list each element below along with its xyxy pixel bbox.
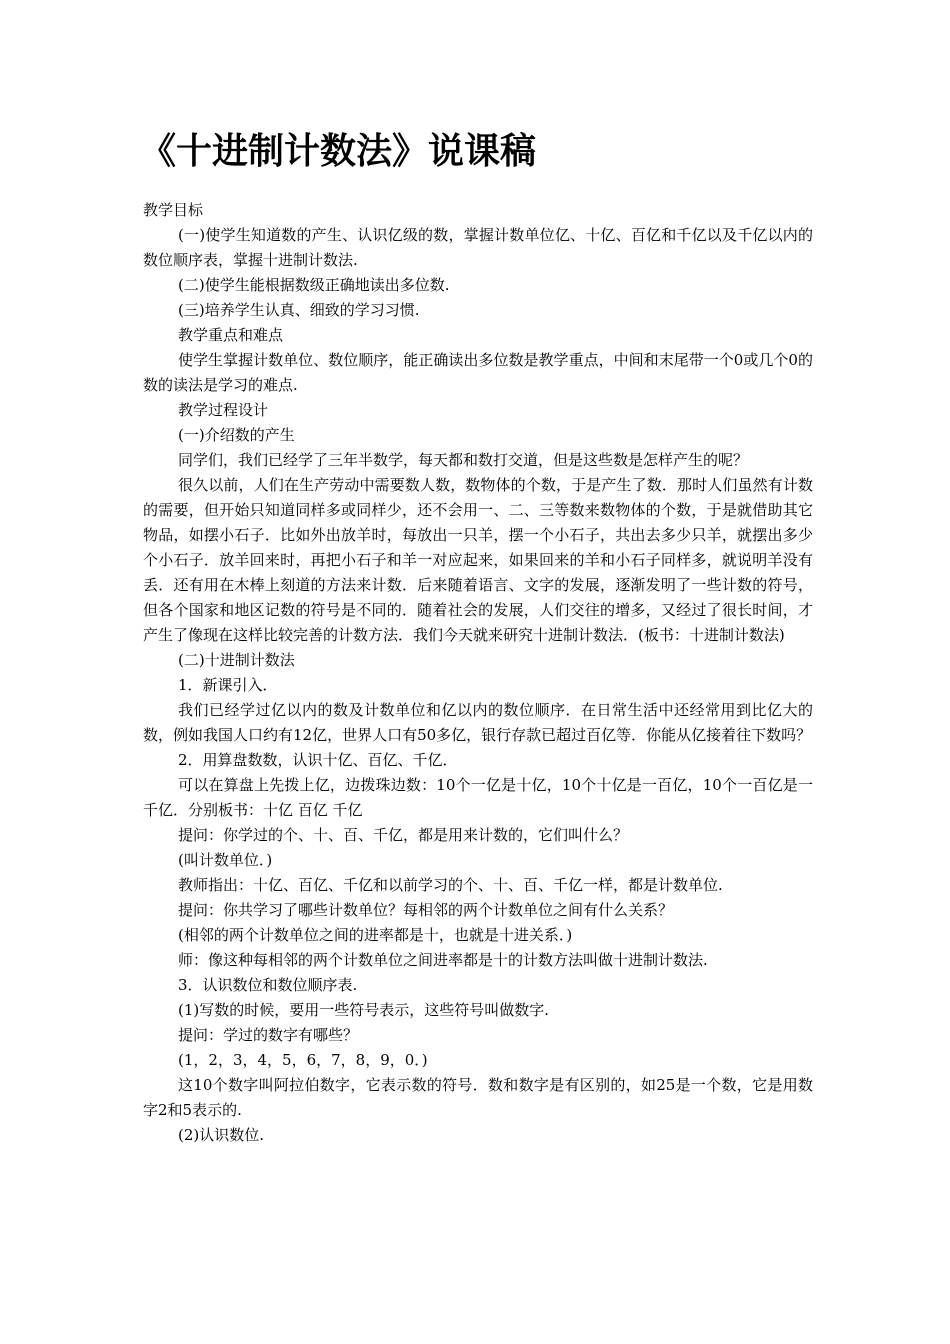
paragraph: 教学目标 [143,201,204,219]
paragraph: 我们已经学过亿以内的数及计数单位和亿以内的数位顺序．在日常生活中还经常用到比亿大的数，例如我国人口约有12亿，世界人口有50多亿，银行存款已超过百亿等．你能从亿接着往下数吗？ [143,701,813,744]
paragraph: 提问：你共学习了哪些计数单位？每相邻的两个计数单位之间有什么关系？ [178,901,674,919]
paragraph: 这10个数字叫阿拉伯数字，它表示数的符号．数和数字是有区别的，如25是一个数，它是用数字2和5表示的. [143,1076,813,1119]
paragraph: (叫计数单位．) [178,851,273,869]
document-body [143,198,813,1148]
paragraph: 师：像这种每相邻的两个计数单位之间进率都是十的计数方法叫做十进制计数法. [178,951,708,969]
paragraph: 提问：你学过的个、十、百、千亿，都是用来计数的，它们叫什么？ [178,826,629,844]
paragraph: 提问：学过的数字有哪些？ [178,1026,359,1044]
paragraph: (1)写数的时候，要用一些符号表示，这些符号叫做数字. [178,1001,550,1019]
paragraph: (一)介绍数的产生 [178,426,295,444]
paragraph: 教学过程设计 [178,401,269,419]
paragraph: 可以在算盘上先拨上亿，边拨珠边数：10个一亿是十亿，10个十亿是一百亿，10个一百亿是一千亿．分别板书：十亿 百亿 千亿 [143,776,813,819]
paragraph: (1，2，3，4，5，6，7，8，9，0．) [178,1051,428,1069]
paragraph: (一)使学生知道数的产生、认识亿级的数，掌握计数单位亿、十亿、百亿和千亿以及千亿以内的数位顺序表，掌握十进制计数法. [143,226,813,269]
paragraph: 3．认识数位和数位顺序表. [178,976,358,994]
document-title: 《十进制计数法》说课稿 [140,131,537,172]
paragraph: (二)十进制计数法 [178,651,295,669]
paragraph: 2．用算盘数数，认识十亿、百亿、千亿． [178,751,458,769]
paragraph: (三)培养学生认真、细致的学习习惯. [178,301,420,319]
paragraph: 教师指出：十亿、百亿、千亿和以前学习的个、十、百、千亿一样，都是计数单位. [178,876,723,894]
paragraph: 教学重点和难点 [178,326,284,344]
paragraph: 同学们，我们已经学了三年半数学，每天都和数打交道，但是这些数是怎样产生的呢？ [178,451,749,469]
paragraph: 使学生掌握计数单位、数位顺序，能正确读出多位数是教学重点，中间和末尾带一个0或几个0的数的读法是学习的难点. [143,351,813,394]
paragraph: (相邻的两个计数单位之间的进率都是十，也就是十进关系．) [178,926,573,944]
paragraph: (二)使学生能根据数级正确地读出多位数. [178,276,450,294]
paragraph: (2)认识数位. [178,1126,265,1144]
paragraph: 很久以前，人们在生产劳动中需要数人数，数物体的个数，于是产生了数．那时人们虽然有计数的需要，但开始只知道同样多或同样少，还不会用一、二、三等数来数物体的个数，于是就借助其它物品，如摆小石子．比如外出放羊时，每放出一只羊，摆一个小石子，共出去多少只羊，就摆出多少个小石子．放羊回来时，再把小石子和羊一对应起来，如果回来的羊和小石子同样多，就说明羊没有丢．还有用在木棒上刻道的方法来计数．后来随着语言、文字的发展，逐渐发明了一些计数的符号，但各个国家和地区记数的符号是不同的．随着社会的发展，人们交往的增多，又经过了很长时间，才产生了像现在这样比较完善的计数方法．我们今天就来研究十进制计数法．(板书：十进制计数法) [143,476,813,644]
paragraph: 1．新课引入． [178,676,278,694]
